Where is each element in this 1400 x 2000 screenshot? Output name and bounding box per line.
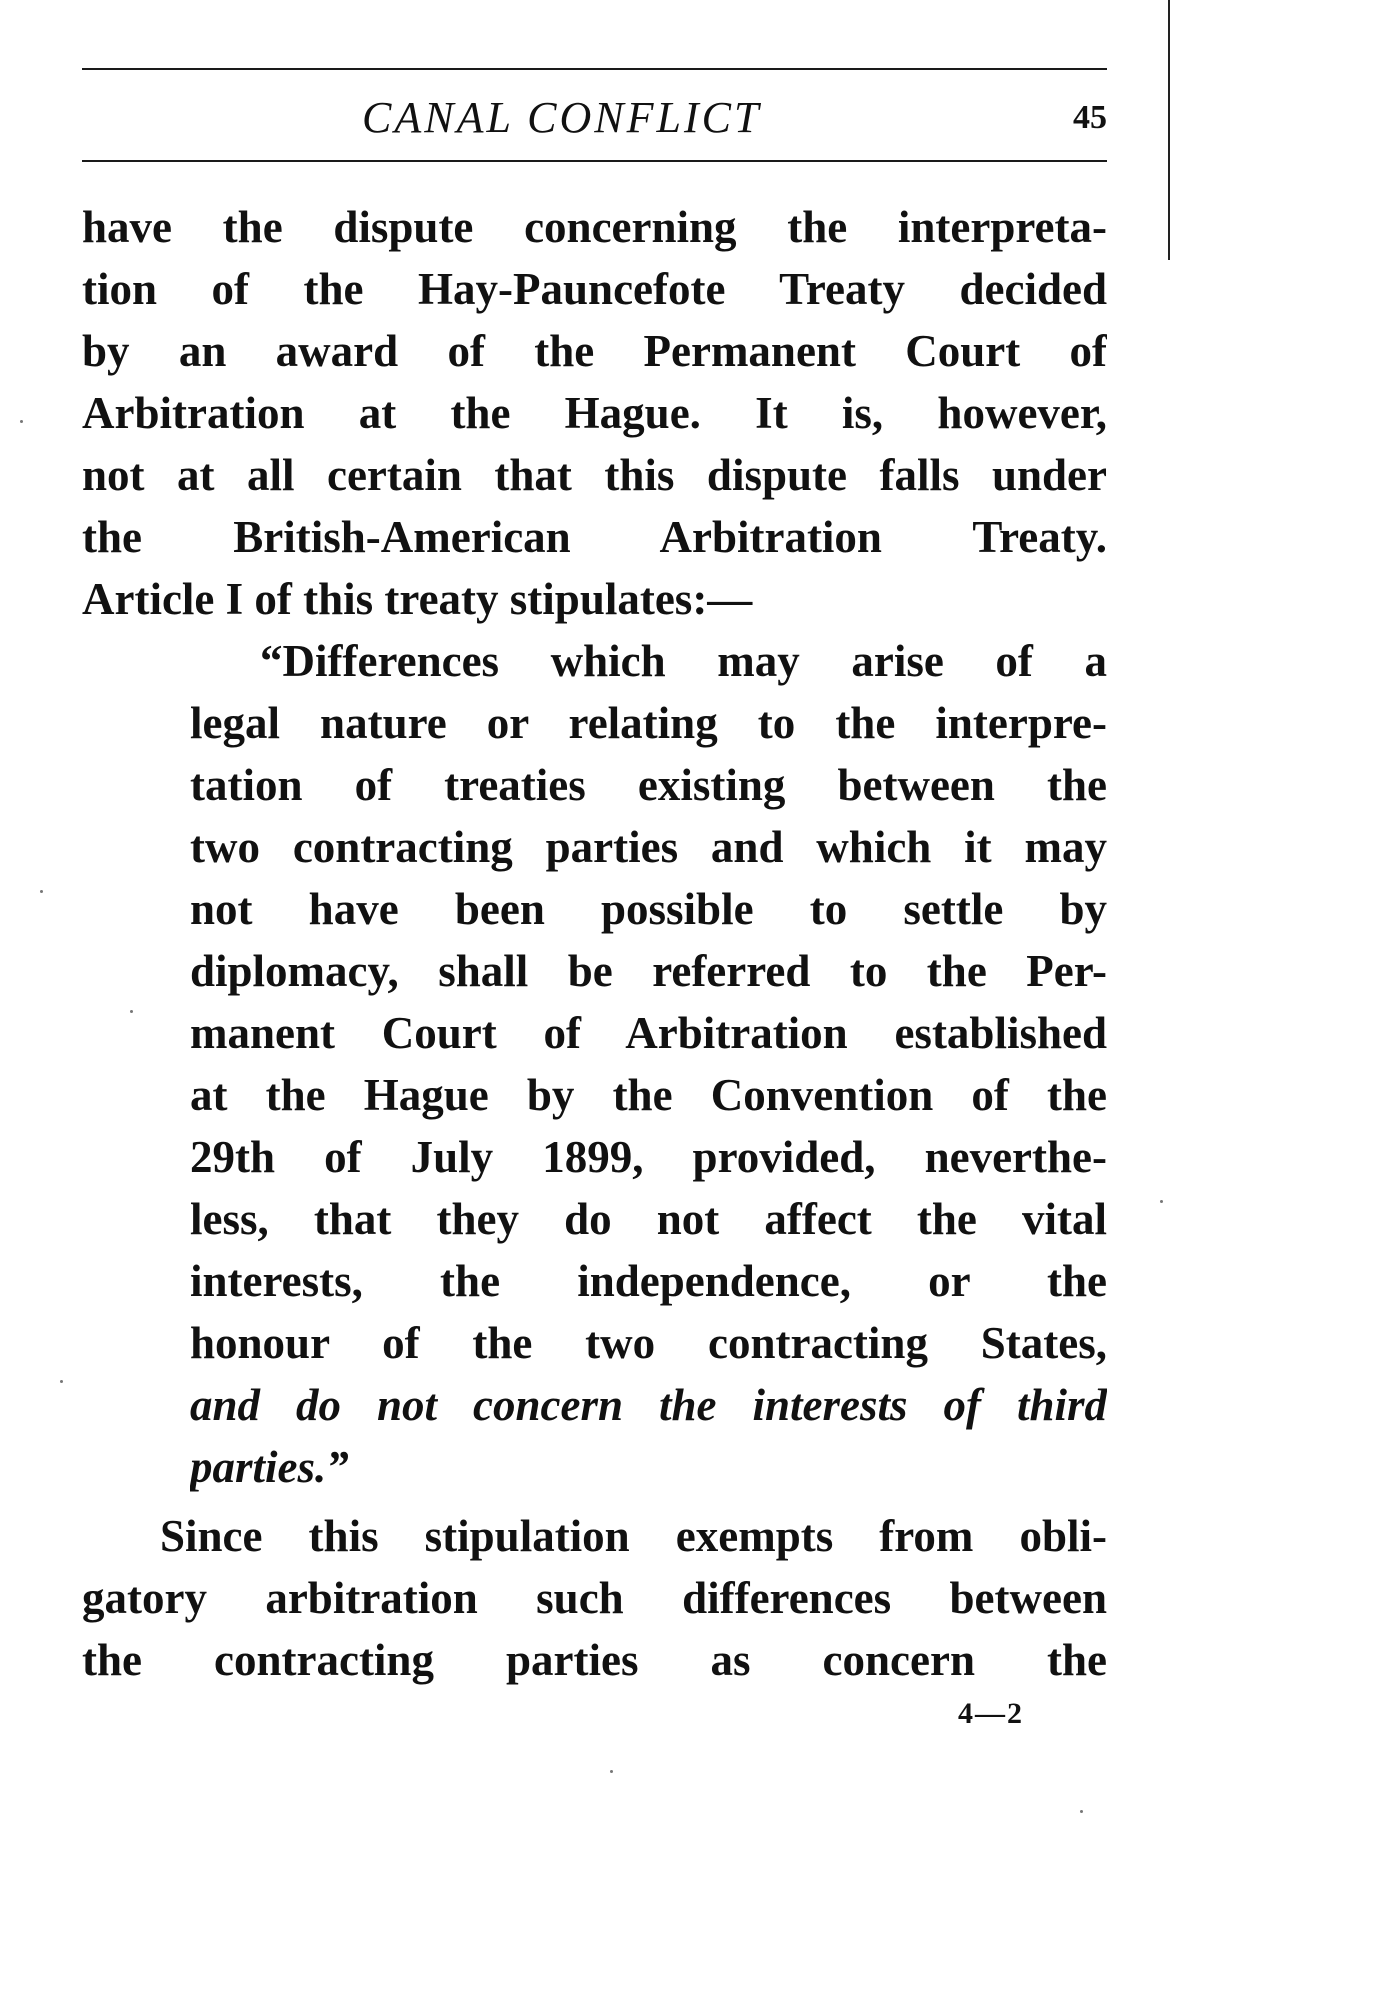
quote-line-italic: parties.” [190, 1442, 349, 1492]
margin-edge-line [1168, 0, 1170, 260]
scan-speck [20, 420, 23, 423]
scan-speck [60, 1380, 63, 1383]
quote-line-italic: and do not concern the interests of third [190, 1380, 1107, 1430]
running-title: CANAL CONFLICT [362, 93, 762, 142]
quote-line: legal nature or relating to the interpre- [190, 698, 1107, 748]
scan-speck [610, 1770, 613, 1773]
quote-line: at the Hague by the Convention of the [190, 1070, 1107, 1120]
quote-line: “Differences which may arise of a [260, 636, 1107, 686]
scan-speck [40, 890, 43, 893]
running-head [82, 88, 1107, 148]
quote-line: less, that they do not affect the vital [190, 1194, 1107, 1244]
page-number: 45 [1073, 99, 1107, 136]
quote-line: 29th of July 1899, provided, neverthe- [190, 1132, 1107, 1182]
text-line: gatory arbitration such differences between [82, 1573, 1107, 1623]
quote-line: interests, the independence, or the [190, 1256, 1107, 1306]
signature-mark: 4—2 [958, 1697, 1024, 1730]
scan-speck [1160, 1200, 1163, 1203]
quote-line: two contracting parties and which it may [190, 822, 1107, 872]
quote-line: honour of the two contracting States, [190, 1318, 1107, 1368]
quote-line: tation of treaties existing between the [190, 760, 1107, 810]
text-line: Arbitration at the Hague. It is, however, [82, 388, 1107, 438]
text-line: not at all certain that this dispute falls under [82, 450, 1107, 500]
block-quote [190, 630, 1107, 1498]
text-line: the British-American Arbitration Treaty. [82, 512, 1107, 562]
text-line: Since this stipulation exempts from obli- [160, 1511, 1107, 1561]
text-line: the contracting parties as concern the [82, 1635, 1107, 1685]
quote-line: not have been possible to settle by [190, 884, 1107, 934]
header-rule-bottom [82, 160, 1107, 162]
paragraph-2 [82, 1505, 1107, 1691]
scan-speck [130, 1010, 133, 1013]
text-line: by an award of the Permanent Court of [82, 326, 1107, 376]
scan-speck [1080, 1810, 1083, 1813]
header-rule-top [82, 68, 1107, 70]
text-line: tion of the Hay-Pauncefote Treaty decided [82, 264, 1107, 314]
quote-line: manent Court of Arbitration established [190, 1008, 1107, 1058]
paragraph-1 [82, 196, 1107, 630]
quote-line: diplomacy, shall be referred to the Per- [190, 946, 1107, 996]
text-line: have the dispute concerning the interpreta- [82, 202, 1107, 252]
text-line: Article I of this treaty stipulates:— [82, 574, 753, 624]
